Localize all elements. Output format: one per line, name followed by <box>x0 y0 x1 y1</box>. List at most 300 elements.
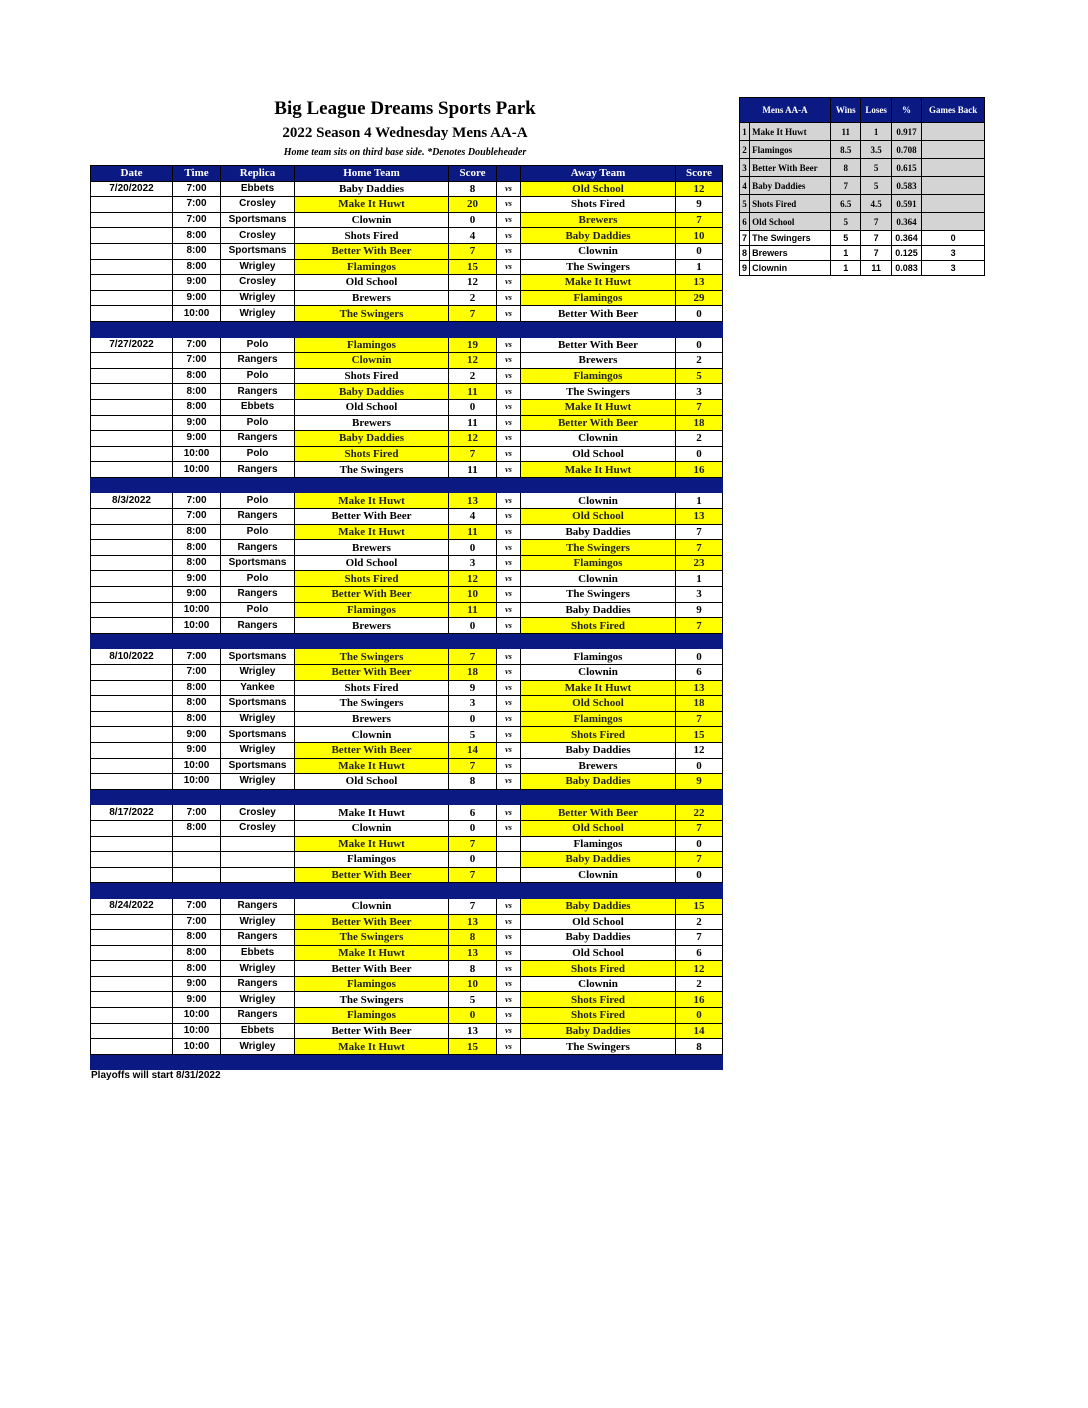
away-team: Shots Fired <box>521 727 676 743</box>
game-row <box>91 415 723 431</box>
game-time: 10:00 <box>173 306 221 322</box>
game-date <box>91 587 173 603</box>
home-score: 10 <box>449 587 497 603</box>
away-score: 0 <box>676 1008 723 1024</box>
game-field: Rangers <box>221 431 295 447</box>
vs-label: vs <box>497 898 521 914</box>
game-row <box>91 524 723 540</box>
game-date <box>91 524 173 540</box>
game-row <box>91 867 723 883</box>
game-field: Sportsmans <box>221 696 295 712</box>
home-team: Clownin <box>295 212 449 228</box>
game-row <box>91 805 723 821</box>
game-field <box>221 867 295 883</box>
game-row <box>91 820 723 836</box>
away-team: Make It Huwt <box>521 462 676 478</box>
away-score: 9 <box>676 197 723 213</box>
away-team: Clownin <box>521 867 676 883</box>
home-score: 7 <box>449 836 497 852</box>
home-score: 3 <box>449 555 497 571</box>
home-score: 0 <box>449 399 497 415</box>
away-score: 16 <box>676 462 723 478</box>
home-team: Old School <box>295 555 449 571</box>
standings-team: Brewers <box>750 246 831 261</box>
game-field: Polo <box>221 368 295 384</box>
home-score: 4 <box>449 228 497 244</box>
game-date <box>91 571 173 587</box>
game-date <box>91 696 173 712</box>
game-time: 9:00 <box>173 571 221 587</box>
game-field: Sportsmans <box>221 758 295 774</box>
game-row <box>91 696 723 712</box>
game-time: 7:00 <box>173 665 221 681</box>
page-title: Big League Dreams Sports Park <box>274 98 536 119</box>
away-team: Make It Huwt <box>521 275 676 291</box>
standings-row <box>740 213 985 231</box>
col-home-team: Home Team <box>295 166 449 182</box>
standings-rank: 4 <box>740 177 750 195</box>
vs-label: vs <box>497 524 521 540</box>
home-team: Shots Fired <box>295 446 449 462</box>
game-date <box>91 1039 173 1055</box>
game-time: 8:00 <box>173 384 221 400</box>
game-field: Rangers <box>221 384 295 400</box>
standings-rank: 3 <box>740 159 750 177</box>
week-separator-bar <box>91 633 723 649</box>
game-date <box>91 228 173 244</box>
standings-team: Shots Fired <box>750 195 831 213</box>
home-score: 7 <box>449 867 497 883</box>
home-score: 3 <box>449 696 497 712</box>
standings-games-back <box>922 177 985 195</box>
vs-label: vs <box>497 618 521 634</box>
game-date <box>91 1008 173 1024</box>
standings-loses: 5 <box>861 177 891 195</box>
home-score: 0 <box>449 820 497 836</box>
game-row <box>91 898 723 914</box>
away-score: 7 <box>676 711 723 727</box>
away-score: 6 <box>676 945 723 961</box>
away-team: Flamingos <box>521 711 676 727</box>
game-row <box>91 243 723 259</box>
game-field: Sportsmans <box>221 243 295 259</box>
game-time: 10:00 <box>173 774 221 790</box>
standings-team: Baby Daddies <box>750 177 831 195</box>
away-team: Better With Beer <box>521 805 676 821</box>
game-field: Wrigley <box>221 665 295 681</box>
home-team: Make It Huwt <box>295 197 449 213</box>
week-separator-bar <box>91 883 723 899</box>
standings-wins: 1 <box>831 261 861 276</box>
away-team: Clownin <box>521 976 676 992</box>
game-time: 9:00 <box>173 587 221 603</box>
game-field: Wrigley <box>221 290 295 306</box>
standings-row <box>740 195 985 213</box>
game-field: Rangers <box>221 509 295 525</box>
game-time: 9:00 <box>173 976 221 992</box>
away-team: Brewers <box>521 212 676 228</box>
vs-label: vs <box>497 805 521 821</box>
game-row <box>91 914 723 930</box>
home-team: Baby Daddies <box>295 431 449 447</box>
standings-loses: 5 <box>861 159 891 177</box>
game-row <box>91 181 723 197</box>
game-time: 8:00 <box>173 696 221 712</box>
home-team: Better With Beer <box>295 509 449 525</box>
home-team: Baby Daddies <box>295 384 449 400</box>
week-separator <box>91 321 723 337</box>
game-date <box>91 618 173 634</box>
game-date <box>91 399 173 415</box>
vs-label: vs <box>497 197 521 213</box>
standings-row <box>740 123 985 141</box>
game-time: 10:00 <box>173 1023 221 1039</box>
away-team: Clownin <box>521 571 676 587</box>
away-score: 22 <box>676 805 723 821</box>
away-score: 9 <box>676 774 723 790</box>
standings-pct: 0.583 <box>891 177 921 195</box>
home-team: Better With Beer <box>295 1023 449 1039</box>
game-time: 10:00 <box>173 618 221 634</box>
home-score: 2 <box>449 290 497 306</box>
vs-label: vs <box>497 727 521 743</box>
home-team: Old School <box>295 774 449 790</box>
vs-label: vs <box>497 431 521 447</box>
home-score: 2 <box>449 368 497 384</box>
game-field: Sportsmans <box>221 555 295 571</box>
standings-team: Old School <box>750 213 831 231</box>
away-team: Baby Daddies <box>521 774 676 790</box>
home-score: 0 <box>449 618 497 634</box>
game-row <box>91 680 723 696</box>
vs-label: vs <box>497 212 521 228</box>
game-date <box>91 540 173 556</box>
vs-label: vs <box>497 820 521 836</box>
vs-label: vs <box>497 306 521 322</box>
vs-label: vs <box>497 509 521 525</box>
game-field: Wrigley <box>221 259 295 275</box>
away-score: 0 <box>676 649 723 665</box>
game-time: 8:00 <box>173 243 221 259</box>
away-score: 12 <box>676 181 723 197</box>
week-separator-bar <box>91 789 723 805</box>
away-team: Baby Daddies <box>521 524 676 540</box>
game-date <box>91 976 173 992</box>
game-row <box>91 602 723 618</box>
standings-table <box>739 97 985 276</box>
home-team: Flamingos <box>295 337 449 353</box>
week-separator-bar <box>91 321 723 337</box>
home-team: Old School <box>295 275 449 291</box>
home-score: 11 <box>449 602 497 618</box>
standings-rank: 2 <box>740 141 750 159</box>
home-score: 11 <box>449 524 497 540</box>
away-team: Old School <box>521 696 676 712</box>
away-team: Shots Fired <box>521 618 676 634</box>
game-row <box>91 1039 723 1055</box>
away-team: Baby Daddies <box>521 930 676 946</box>
vs-label: vs <box>497 555 521 571</box>
home-score: 11 <box>449 415 497 431</box>
game-date <box>91 384 173 400</box>
game-date <box>91 259 173 275</box>
home-team: Shots Fired <box>295 228 449 244</box>
standings-games-back <box>922 123 985 141</box>
standings-games-back: 0 <box>922 231 985 246</box>
standings-wins: 11 <box>831 123 861 141</box>
game-time: 7:00 <box>173 353 221 369</box>
home-score: 9 <box>449 680 497 696</box>
vs-label: vs <box>497 571 521 587</box>
away-team: Old School <box>521 820 676 836</box>
home-score: 8 <box>449 774 497 790</box>
away-team: Flamingos <box>521 836 676 852</box>
home-team: Make It Huwt <box>295 805 449 821</box>
home-team: The Swingers <box>295 649 449 665</box>
game-time: 8:00 <box>173 555 221 571</box>
away-score: 14 <box>676 1023 723 1039</box>
game-date <box>91 275 173 291</box>
standings-loses: 7 <box>861 213 891 231</box>
away-team: Make It Huwt <box>521 680 676 696</box>
standings-games-back <box>922 195 985 213</box>
game-time: 10:00 <box>173 462 221 478</box>
away-score: 7 <box>676 820 723 836</box>
game-date <box>91 961 173 977</box>
game-row <box>91 446 723 462</box>
game-time: 8:00 <box>173 259 221 275</box>
game-field: Polo <box>221 446 295 462</box>
game-time: 7:00 <box>173 805 221 821</box>
vs-label: vs <box>497 446 521 462</box>
standings-wins: 1 <box>831 246 861 261</box>
game-row <box>91 976 723 992</box>
game-row <box>91 555 723 571</box>
game-date <box>91 197 173 213</box>
home-team: Make It Huwt <box>295 493 449 509</box>
home-score: 13 <box>449 1023 497 1039</box>
away-score: 1 <box>676 493 723 509</box>
home-team: Baby Daddies <box>295 181 449 197</box>
game-row <box>91 275 723 291</box>
away-team: Baby Daddies <box>521 742 676 758</box>
standings-loses: 11 <box>861 261 891 276</box>
game-date <box>91 852 173 868</box>
standings-col-games-back: Games Back <box>922 98 985 123</box>
game-time: 9:00 <box>173 275 221 291</box>
game-date <box>91 212 173 228</box>
standings-pct: 0.125 <box>891 246 921 261</box>
game-field: Yankee <box>221 680 295 696</box>
vs-label: vs <box>497 275 521 291</box>
away-team: Clownin <box>521 243 676 259</box>
game-row <box>91 290 723 306</box>
standings-wins: 8 <box>831 159 861 177</box>
standings-team: The Swingers <box>750 231 831 246</box>
game-time: 10:00 <box>173 1008 221 1024</box>
away-score: 15 <box>676 727 723 743</box>
game-date <box>91 727 173 743</box>
standings-loses: 7 <box>861 231 891 246</box>
away-team: Old School <box>521 181 676 197</box>
away-score: 7 <box>676 399 723 415</box>
away-team: The Swingers <box>521 540 676 556</box>
home-team: Flamingos <box>295 1008 449 1024</box>
vs-label: vs <box>497 181 521 197</box>
game-field: Ebbets <box>221 1023 295 1039</box>
home-score: 14 <box>449 742 497 758</box>
game-row <box>91 571 723 587</box>
vs-label <box>497 852 521 868</box>
game-field: Wrigley <box>221 1039 295 1055</box>
game-row <box>91 1023 723 1039</box>
standings-pct: 0.591 <box>891 195 921 213</box>
game-date <box>91 446 173 462</box>
vs-label: vs <box>497 665 521 681</box>
home-team: Clownin <box>295 353 449 369</box>
home-team: Flamingos <box>295 602 449 618</box>
standings-loses: 4.5 <box>861 195 891 213</box>
schedule-table <box>90 165 723 1070</box>
away-score: 7 <box>676 618 723 634</box>
standings-rank: 7 <box>740 231 750 246</box>
standings-loses: 3.5 <box>861 141 891 159</box>
game-row <box>91 665 723 681</box>
game-field: Rangers <box>221 1008 295 1024</box>
vs-label: vs <box>497 1039 521 1055</box>
game-time: 8:00 <box>173 711 221 727</box>
standings-team: Make It Huwt <box>750 123 831 141</box>
home-team: Better With Beer <box>295 665 449 681</box>
standings-team: Flamingos <box>750 141 831 159</box>
vs-label <box>497 867 521 883</box>
game-row <box>91 945 723 961</box>
game-row <box>91 462 723 478</box>
home-score: 12 <box>449 353 497 369</box>
week-separator <box>91 1054 723 1070</box>
game-field: Sportsmans <box>221 727 295 743</box>
standings-team: Clownin <box>750 261 831 276</box>
home-team: Clownin <box>295 727 449 743</box>
standings-pct: 0.364 <box>891 231 921 246</box>
game-time: 7:00 <box>173 197 221 213</box>
standings-wins: 5 <box>831 231 861 246</box>
game-date <box>91 820 173 836</box>
away-score: 23 <box>676 555 723 571</box>
game-field: Rangers <box>221 587 295 603</box>
game-time: 9:00 <box>173 290 221 306</box>
game-field: Polo <box>221 493 295 509</box>
away-score: 12 <box>676 742 723 758</box>
standings-header-row <box>740 98 985 123</box>
game-time: 7:00 <box>173 337 221 353</box>
game-date <box>91 867 173 883</box>
away-team: Flamingos <box>521 290 676 306</box>
away-team: Brewers <box>521 758 676 774</box>
game-field: Wrigley <box>221 774 295 790</box>
game-time: 8:00 <box>173 680 221 696</box>
vs-label: vs <box>497 711 521 727</box>
game-date: 8/10/2022 <box>91 649 173 665</box>
vs-label: vs <box>497 992 521 1008</box>
home-team: Better With Beer <box>295 587 449 603</box>
game-date <box>91 992 173 1008</box>
game-date: 7/27/2022 <box>91 337 173 353</box>
col-vs <box>497 166 521 182</box>
game-time: 8:00 <box>173 930 221 946</box>
game-date <box>91 680 173 696</box>
home-team: Better With Beer <box>295 867 449 883</box>
week-separator-bar <box>91 477 723 493</box>
home-team: The Swingers <box>295 992 449 1008</box>
away-team: Old School <box>521 945 676 961</box>
standings-games-back: 3 <box>922 246 985 261</box>
standings-team: Better With Beer <box>750 159 831 177</box>
away-score: 7 <box>676 540 723 556</box>
vs-label: vs <box>497 290 521 306</box>
vs-label: vs <box>497 696 521 712</box>
vs-label: vs <box>497 976 521 992</box>
home-score: 15 <box>449 1039 497 1055</box>
game-time: 8:00 <box>173 399 221 415</box>
game-time: 9:00 <box>173 415 221 431</box>
standings-row <box>740 141 985 159</box>
game-date: 8/3/2022 <box>91 493 173 509</box>
away-score: 0 <box>676 337 723 353</box>
game-date <box>91 665 173 681</box>
home-team: Better With Beer <box>295 243 449 259</box>
away-score: 7 <box>676 852 723 868</box>
standings-rank: 6 <box>740 213 750 231</box>
game-row <box>91 306 723 322</box>
home-team: Make It Huwt <box>295 1039 449 1055</box>
standings-wins: 6.5 <box>831 195 861 213</box>
game-row <box>91 587 723 603</box>
away-team: Flamingos <box>521 555 676 571</box>
away-score: 18 <box>676 415 723 431</box>
home-score: 13 <box>449 945 497 961</box>
vs-label: vs <box>497 353 521 369</box>
game-row <box>91 852 723 868</box>
game-row <box>91 228 723 244</box>
game-date <box>91 711 173 727</box>
game-time: 9:00 <box>173 431 221 447</box>
away-score: 7 <box>676 524 723 540</box>
away-score: 3 <box>676 587 723 603</box>
away-team: Baby Daddies <box>521 898 676 914</box>
home-score: 10 <box>449 976 497 992</box>
away-score: 15 <box>676 898 723 914</box>
game-date <box>91 914 173 930</box>
col-time: Time <box>173 166 221 182</box>
home-team: Shots Fired <box>295 680 449 696</box>
standings-row <box>740 177 985 195</box>
home-team: Clownin <box>295 898 449 914</box>
standings-rank: 9 <box>740 261 750 276</box>
away-score: 13 <box>676 680 723 696</box>
game-row <box>91 1008 723 1024</box>
vs-label: vs <box>497 587 521 603</box>
vs-label: vs <box>497 493 521 509</box>
week-separator <box>91 477 723 493</box>
home-team: Flamingos <box>295 976 449 992</box>
game-time: 8:00 <box>173 945 221 961</box>
home-score: 0 <box>449 540 497 556</box>
game-row <box>91 259 723 275</box>
vs-label: vs <box>497 680 521 696</box>
away-score: 0 <box>676 446 723 462</box>
away-score: 2 <box>676 914 723 930</box>
